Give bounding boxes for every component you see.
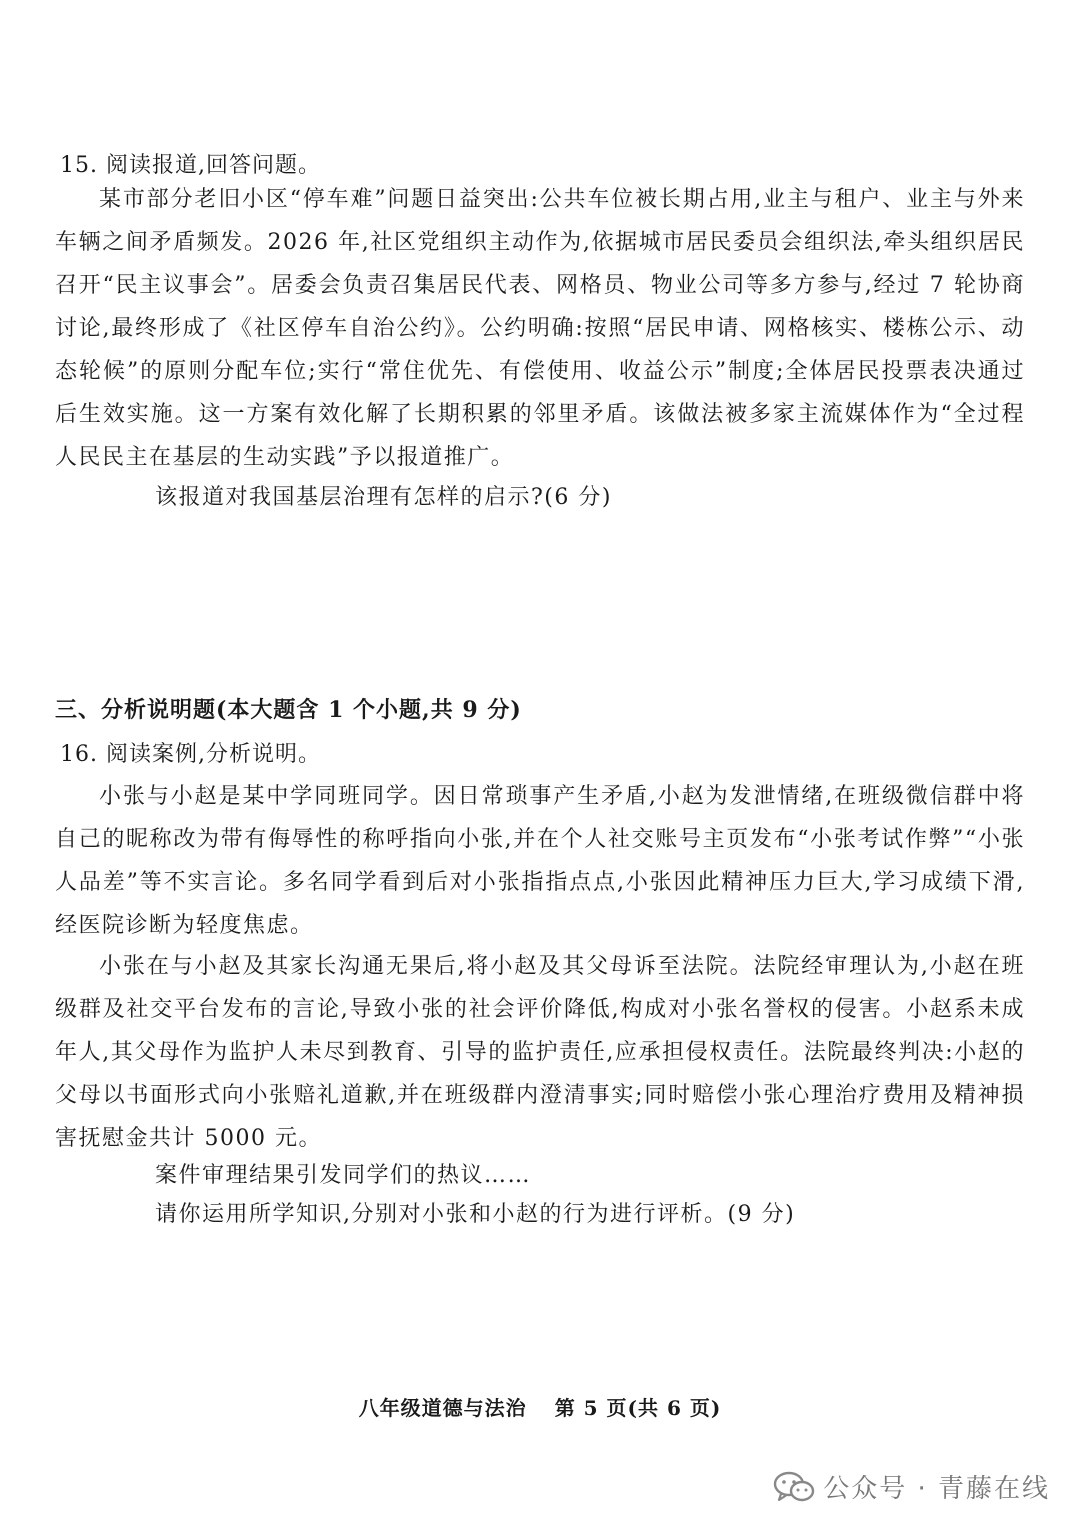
watermark: [773, 1468, 1050, 1505]
question-15-title: 15. 阅读报道,回答问题。: [60, 153, 321, 178]
section-3-heading: 三、分析说明题(本大题含 1 个小题,共 9 分): [55, 697, 522, 723]
question-15-prompt: 该报道对我国基层治理有怎样的启示?(6 分): [155, 485, 612, 510]
question-15-report: 某市部分老旧小区“停车难”问题日益突出:公共车位被长期占用,业主与租户、业主与外来车辆之间矛盾频发。2026 年,社区党组织主动作为,依据城市居民委员会组织法,牵头组织居民召开“民主议事会”。居委会负责召集居民代表、网格员、物业公司等多方参与,经过 7 轮协商讨论,最终形成了《社区停车自治公约》。公约明确:按照“居民申请、网格核实、楼栋公示、动态轮候”的原则分配车位;实行“常住优先、有偿使用、收益公示”制度;全体居民投票表决通过后生效实施。这一方案有效化解了长期积累的邻里矛盾。该做法被多家主流媒体作为“全过程人民民主在基层的生动实践”予以报道推广。: [55, 187, 1025, 470]
question-16-case-paragraph-1: 小张与小赵是某中学同班同学。因日常琐事产生矛盾,小赵为发泄情绪,在班级微信群中将自己的昵称改为带有侮辱性的称呼指向小张,并在个人社交账号主页发布“小张考试作弊”“小张人品差”等不实言论。多名同学看到后对小张指指点点,小张因此精神压力巨大,学习成绩下滑,经医院诊断为轻度焦虑。: [55, 784, 1025, 938]
footer-page-number: 第 5 页(共 6 页): [554, 1396, 722, 1420]
question-16-case-paragraph-2: 小张在与小赵及其家长沟通无果后,将小赵及其父母诉至法院。法院经审理认为,小赵在班级群及社交平台发布的言论,导致小张的社会评价降低,构成对小张名誉权的侵害。小赵系未成年人,其父母作为监护人未尽到教育、引导的监护责任,应承担侵权责任。法院最终判决:小赵的父母以书面形式向小张赔礼道歉,并在班级群内澄清事实;同时赔偿小张心理治疗费用及精神损害抚慰金共计 5000 元。: [55, 954, 1025, 1151]
question-16-title: 16. 阅读案例,分析说明。: [60, 742, 321, 767]
watermark-text: 公众号 · 青藤在线: [823, 1474, 1050, 1504]
footer-subject: 八年级道德与法治: [358, 1396, 527, 1420]
page-footer: [0, 1392, 1080, 1421]
question-16-discussion-line: 案件审理结果引发同学们的热议……: [155, 1163, 532, 1188]
wechat-icon: [773, 1470, 815, 1504]
question-16-prompt: 请你运用所学知识,分别对小张和小赵的行为进行评析。(9 分): [155, 1202, 796, 1227]
